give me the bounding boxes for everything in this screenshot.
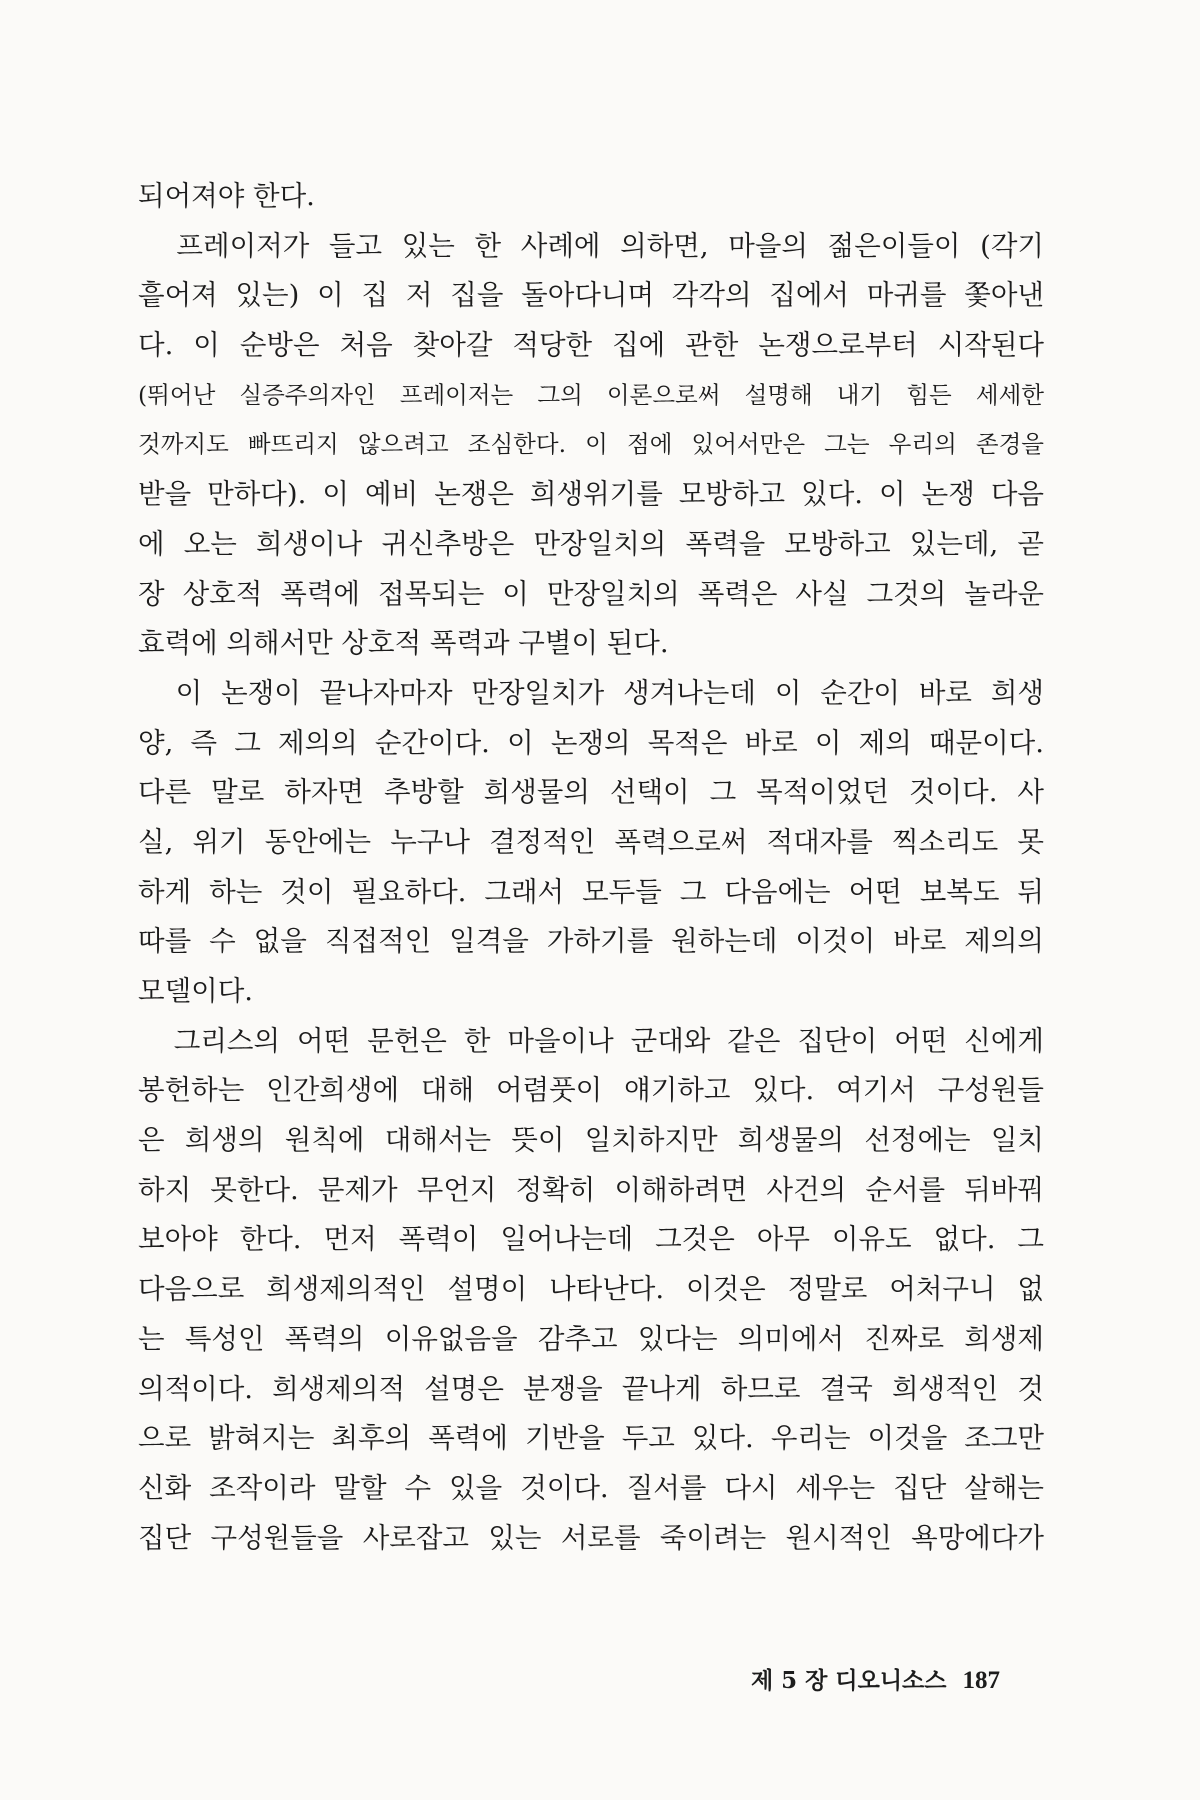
page-footer (751, 1662, 1000, 1695)
page-number: 187 (962, 1667, 1000, 1694)
text-line: 것까지도 빠뜨리지 않으려고 조심한다. 이 점에 있어서만은 그는 우리의 존경을 (138, 430, 1044, 459)
text-line: 따를 수 없을 직접적인 일격을 가하기를 원하는데 이것이 바로 제의의 (138, 925, 1044, 958)
text-line: 은 희생의 원칙에 대해서는 뜻이 일치하지만 희생물의 선정에는 일치 (138, 1124, 1044, 1157)
text-line: 다음으로 희생제의적인 설명이 나타난다. 이것은 정말로 어처구니 없 (138, 1273, 1044, 1306)
text-line: 봉헌하는 인간희생에 대해 어렴풋이 얘기하고 있다. 여기서 구성원들 (138, 1074, 1044, 1107)
text-line: 프레이저가 들고 있는 한 사례에 의하면, 마을의 젊은이들이 (각기 (138, 229, 1044, 262)
text-line: 실, 위기 동안에는 누구나 결정적인 폭력으로써 적대자를 찍소리도 못 (138, 825, 1044, 858)
text-line: 의적이다. 희생제의적 설명은 분쟁을 끝나게 하므로 결국 희생적인 것 (138, 1372, 1044, 1405)
text-line: 되어져야 한다. (138, 180, 315, 212)
text-line: 하지 못한다. 문제가 무언지 정확히 이해하려면 사건의 순서를 뒤바꿔 (138, 1173, 1044, 1206)
text-line: 효력에 의해서만 상호적 폭력과 구별이 된다. (138, 627, 669, 660)
text-line: 보아야 한다. 먼저 폭력이 일어나는데 그것은 아무 이유도 없다. 그 (138, 1223, 1044, 1256)
text-line: 그리스의 어떤 문헌은 한 마을이나 군대와 같은 집단이 어떤 신에게 (138, 1024, 1044, 1057)
text-line: 다. 이 순방은 처음 찾아갈 적당한 집에 관한 논쟁으로부터 시작된다 (138, 329, 1044, 362)
text-line: 에 오는 희생이나 귀신추방은 만장일치의 폭력을 모방하고 있는데, 곧 (138, 527, 1044, 560)
text-line: 모델이다. (138, 975, 254, 1007)
text-line: 받을 만하다). 이 예비 논쟁은 희생위기를 모방하고 있다. 이 논쟁 다음 (138, 478, 1044, 511)
text-line: 집단 구성원들을 사로잡고 있는 서로를 죽이려는 원시적인 욕망에다가 (138, 1521, 1044, 1554)
text-line: 으로 밝혀지는 최후의 폭력에 기반을 두고 있다. 우리는 이것을 조그만 (138, 1422, 1044, 1455)
text-line: (뛰어난 실증주의자인 프레이저는 그의 이론으로써 설명해 내기 힘든 세세한 (138, 380, 1044, 409)
text-line: 흩어져 있는) 이 집 저 집을 돌아다니며 각각의 집에서 마귀를 쫓아낸 (138, 279, 1044, 312)
text-line: 는 특성인 폭력의 이유없음을 감추고 있다는 의미에서 진짜로 희생제 (138, 1322, 1044, 1355)
text-line: 이 논쟁이 끝나자마자 만장일치가 생겨나는데 이 순간이 바로 희생 (138, 676, 1044, 709)
text-line: 신화 조작이라 말할 수 있을 것이다. 질서를 다시 세우는 집단 살해는 (138, 1471, 1044, 1504)
text-line: 양, 즉 그 제의의 순간이다. 이 논쟁의 목적은 바로 이 제의 때문이다. (138, 726, 1044, 759)
text-line: 장 상호적 폭력에 접목되는 이 만장일치의 폭력은 사실 그것의 놀라운 (138, 577, 1044, 610)
chapter-title: 제 5 장 디오니소스 (750, 1667, 947, 1694)
body-text (138, 172, 1044, 1563)
text-line: 하게 하는 것이 필요하다. 그래서 모두들 그 다음에는 어떤 보복도 뒤 (138, 875, 1044, 908)
text-line: 다른 말로 하자면 추방할 희생물의 선택이 그 목적이었던 것이다. 사 (138, 776, 1044, 809)
